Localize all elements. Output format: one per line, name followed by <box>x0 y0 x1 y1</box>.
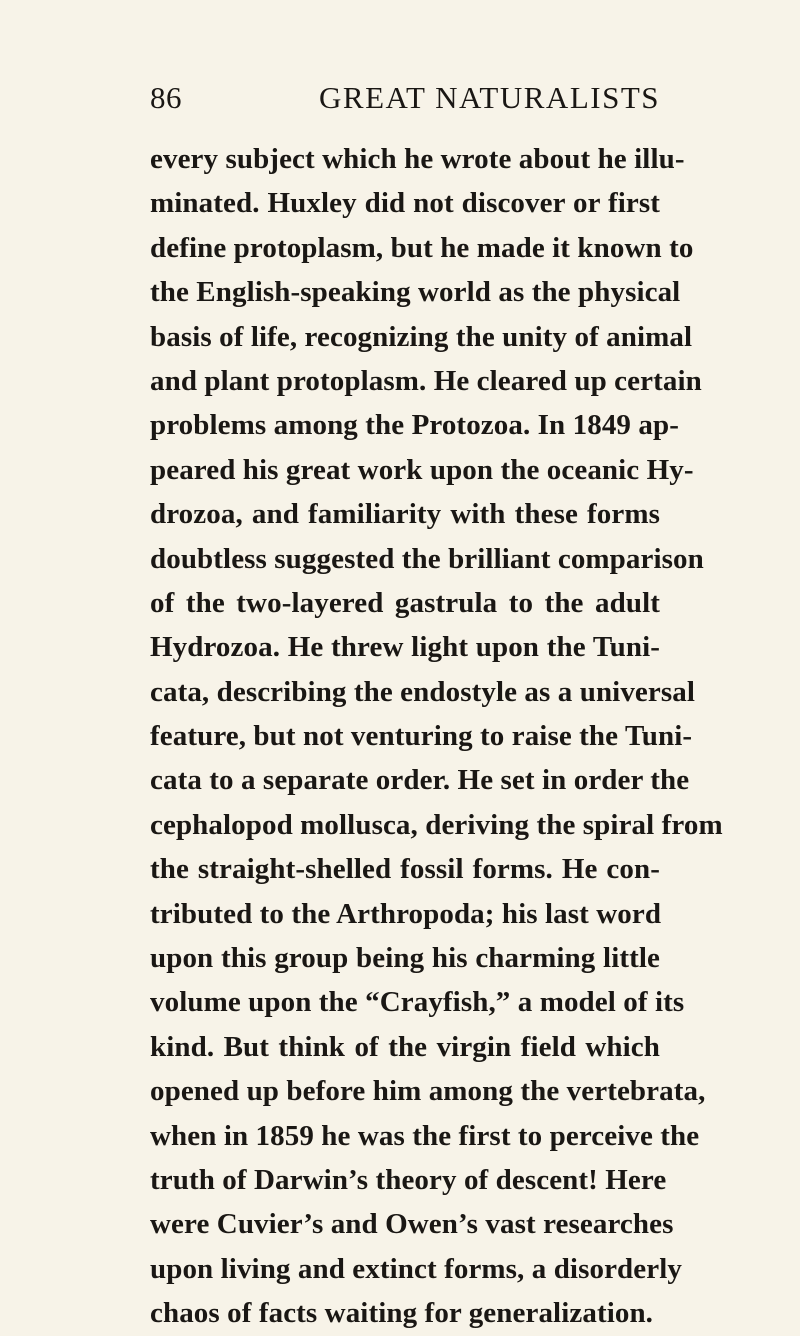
text-line: upon this group being his charming little <box>150 942 660 975</box>
text-line: tributed to the Arthropoda; his last word <box>150 897 662 930</box>
text-line: doubtless suggested the brilliant comparison <box>150 542 704 575</box>
text-line: kind. But think of the virgin field which <box>150 1030 660 1063</box>
text-line: Hydrozoa. He threw light upon the Tuni- <box>150 631 660 664</box>
text-line: cata, describing the endostyle as a universal <box>150 675 696 708</box>
text-line: and plant protoplasm. He cleared up certain <box>150 364 702 397</box>
text-line: cata to a separate order. He set in order the <box>150 764 690 797</box>
text-line: drozoa, and familiarity with these forms <box>150 498 660 531</box>
text-line: opened up before him among the vertebrata, <box>150 1075 706 1108</box>
page-number: 86 <box>150 80 182 115</box>
text-line: when in 1859 he was the first to perceive the <box>150 1119 700 1152</box>
text-line: cephalopod mollusca, deriving the spiral from <box>150 808 723 841</box>
text-line: truth of Darwin’s theory of descent! Here <box>150 1163 667 1196</box>
text-line: the straight-shelled fossil forms. He con- <box>150 853 660 886</box>
text-line: feature, but not venturing to raise the Tuni- <box>150 720 693 753</box>
text-line: the English-speaking world as the physical <box>150 276 681 309</box>
text-line: every subject which he wrote about he illu- <box>150 143 685 175</box>
text-line: chaos of facts waiting for generalization. <box>150 1297 654 1330</box>
text-line: problems among the Protozoa. In 1849 ap- <box>150 409 679 442</box>
text-line: of the two-layered gastrula to the adult <box>150 586 660 619</box>
text-line: were Cuvier’s and Owen’s vast researches <box>150 1208 674 1241</box>
running-title: GREAT NATURALISTS <box>319 80 660 115</box>
text-line: volume upon the “Crayfish,” a model of its <box>150 986 685 1019</box>
text-line: define protoplasm, but he made it known to <box>150 231 694 264</box>
text-line: minated. Huxley did not discover or first <box>150 187 660 220</box>
body-paragraph <box>150 137 723 1336</box>
text-line: peared his great work upon the oceanic Hy- <box>150 453 694 486</box>
text-line: upon living and extinct forms, a disorderly <box>150 1252 682 1285</box>
page-header <box>150 78 660 118</box>
text-line: basis of life, recognizing the unity of animal <box>150 320 693 353</box>
